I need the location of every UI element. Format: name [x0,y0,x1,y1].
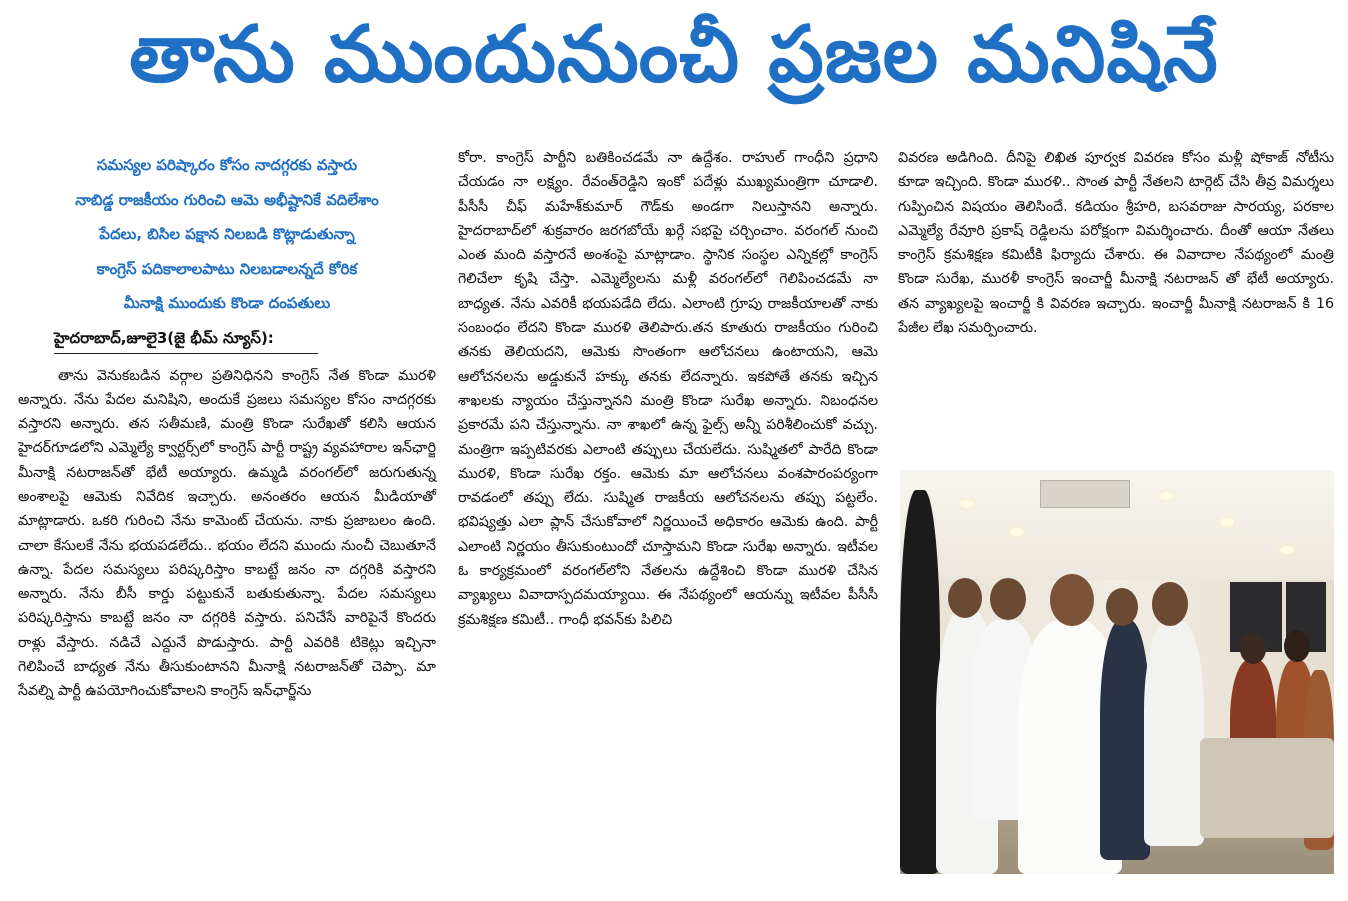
photo-person-head [1284,630,1310,662]
photo-light [960,500,974,508]
photo-person-head [1240,634,1266,664]
photo-ac-vent [1040,480,1130,508]
photo-light [1220,518,1234,526]
article-body-col1: తాను వెనుకబడిన వర్గాల ప్రతినిధినని కాంగ్రెస్ నేత కొండా మురళి అన్నారు. నేను పేదల మనిషిని, అందుకే ప్రజలు సమస్యల కోసం నాదగ్గరకు వస్తారని అన్నారు. తన సతీమణి, మంత్రి కొండా సురేఖతో కలిసి ఆయన హైదర్‌గూడలోని ఎమ్మెల్యే క్వార్టర్స్‌లో కాంగ్రెస్ పార్టీ రాష్ట్ర వ్యవహారాల ఇన్‌ఛార్జి మీనాక్షి నటరాజన్‌తో భేటీ అయ్యారు. ఉమ్మడి వరంగల్‌లో జరుగుతున్న అంశాలపై ఆమెకు నివేదిక ఇచ్చారు. అనంతరం ఆయన మీడియాతో మాట్లాడారు. ఒకరి గురించి నేను కామెంట్ చేయను. నాకు ప్రజాబలం ఉంది. చాలా కేసులకే నేను భయపడలేదు.. భయం లేదని ముందు నుంచీ చెబుతూనే ఉన్నా. పేదల సమస్యలు పరిష్కరిస్తాం కాబట్టే జనం నా దగ్గరికి వస్తారని అన్నారు. నేను బీసీ కార్డు పట్టుకునే బతుకుతున్నా. పేదల సమస్యలు పరిష్కరిస్తాను కాబట్టే జనం నా దగ్గరికి వస్తారు. పనిచేసే వారిపైనే కొందరు రాళ్లు వేస్తారు. నడిచే ఎద్దునే పొడుస్తారు. పార్టీ ఎవరికి టికెట్లు ఇచ్చినా గెలిపించే బాధ్యత నేను తీసుకుంటానని మీనాక్షి నటరాజన్‌తో చెప్పా. మా సేవల్ని పార్టీ ఉపయోగించుకోవాలని కాంగ్రెస్ ఇన్‌ఛార్జ్‌ను [18,367,436,700]
photo-person-head [1106,588,1138,626]
photo-person-head [948,578,982,618]
deck-line-3: పేదలు, బిసిల పక్షాన నిలబడి కొట్లాడుతున్నా [99,225,355,243]
photo-person [1100,620,1150,860]
news-photo [900,470,1334,874]
photo-person [1144,620,1204,846]
column-3 [898,148,1334,340]
headline: తాను ముందునుంచీ ప్రజల మనిషినే [129,9,1219,100]
photo-person-head [990,578,1026,620]
photo-light [1010,528,1024,536]
dateline-rule [54,353,318,354]
column-1 [18,148,436,704]
deck-line-5: మీనాక్షి ముందుకు కొండా దంపతులు [123,294,331,312]
photo-chairs [1200,738,1334,838]
article-body-col2: కోరా. కాంగ్రెస్ పార్టీని బతికించడమే నా ఉద్దేశం. రాహుల్ గాంధీని ప్రధాని చేయడం నా లక్ష్యం. రేవంత్‌రెడ్డిని ఇంకో పదేళ్లు ముఖ్యమంత్రిగా చూడాలి. పీసీసీ చీఫ్ మహేశ్‌కుమార్ గౌడ్‌కు అండగా నిలుస్తానని అన్నారు. హైదరాబాద్‌లో శుక్రవారం జరగబోయే ఖర్గే సభపై చర్చించాం. వరంగల్ నుంచి ఎంత మంది వస్తారనే అంశంపై మాట్లాడాం. స్థానిక సంస్థల ఎన్నికల్లో కాంగ్రెస్ గెలిచేలా కృషి చేస్తా. ఎమ్మెల్యేలను మళ్లీ వరంగల్‌లో గెలిపించడమే నా బాధ్యత. నేను ఎవరికీ భయపడేది లేదు. ఎలాంటి గ్రూపు రాజకీయాలతో నాకు సంబంధం లేదని కొండా మురళి తెలిపారు.తన కూతురు రాజకీయం గురించి తనకు తెలియదని, ఆమెకు సొంతంగా ఆలోచనలు ఉంటాయని, ఆమె ఆలోచనలను అడ్డుకునే హక్కు తనకు లేదన్నారు. ఇకపోతే తనకు ఇచ్చిన శాఖలకు న్యాయం చేస్తున్నానని మంత్రి కొండా సురేఖ అన్నారు. నిబంధనల ప్రకారమే పని చేస్తున్నాను. నా శాఖలో ఉన్న ఫైల్స్ అన్నీ పరిశీలించుకో వచ్చు. మంత్రిగా ఇప్పటివరకు ఎలాంటి తప్పులు చేయలేదు. సుష్మితలో పారేది కొండా మురళి, కొండా సురేఖ రక్తం. ఆమెకు మా ఆలోచనలు వంశపారంపర్యంగా రావడంలో తప్పు లేదు. సుష్మిత రాజకీయ ఆలోచనలను తప్పు పట్టలేం. భవిష్యత్తు ఎలా ప్లాన్ చేసుకోవాలో నిర్ణయించే అధికారం ఆమెకు ఉంది. పార్టీ ఎలాంటి నిర్ణయం తీసుకుంటుందో చూస్తామని కొండా సురేఖ అన్నారు. ఇటీవల ఓ కార్యక్రమంలో వరంగల్‌లోని నేతలను ఉద్దేశించి కొండా మురళి చేసిన వ్యాఖ్యలు వివాదాస్పదమయ్యాయి. ఈ నేపథ్యంలో ఆయన్ను ఇటీవల పీసీసీ క్రమశిక్షణ కమిటీ.. గాంధీ భవన్‌కు పిలిచి [458,150,878,628]
dateline: హైదరాబాద్,జూలై3(జై భీమ్ న్యూస్): [54,328,274,347]
photo-person-head [1050,574,1094,626]
photo-person-head [1152,582,1188,626]
deck-line-2: నాబిడ్డ రాజకీయం గురించి ఆమె అభీష్టానికే వదిలేశాం [75,190,379,209]
column-2 [458,148,878,632]
article-body-col3: వివరణ అడిగింది. దీనిపై లిఖిత పూర్వక వివరణ కోసం మళ్లీ షోకాజ్ నోటీసు కూడా ఇచ్చింది. కొండా మురళి.. సొంత పార్టీ నేతలని టార్గెట్ చేసి తీవ్ర విమర్శలు గుప్పించిన విషయం తెలిసిందే. కడియం శ్రీహరి, బసవరాజు సారయ్య, పరకాల ఎమ్మెల్యే రేవూరి ప్రకాష్ రెడ్డిలను పరోక్షంగా విమర్శించారు. దీంతో ఆయా నేతలు కాంగ్రెస్ క్రమశిక్షణ కమిటీకి ఫిర్యాదు చేశారు. ఈ వివాదాల నేపథ్యంలో మంత్రి కొండా సురేఖ, మురళీ కాంగ్రెస్ ఇంచార్జీ మీనాక్షి నటరాజన్ తో భేటీ అయ్యారు. తన వ్యాఖ్యలపై ఇంచార్జీ కి వివరణ ఇచ్చారు. ఇంచార్జీ మీనాక్షి నటరాజన్ కి 16 పేజీల లేఖ సమర్పించారు. [898,150,1334,337]
photo-person [900,490,940,874]
deck-line-1: సమస్యల పరిష్కారం కోసం నాదగ్గరకు వస్తారు [96,156,358,174]
deck-line-4: కాంగ్రెస్ పదికాలాలపాటు నిలబడాలన్నదే కోరిక [96,259,358,278]
photo-light [1160,492,1174,500]
photo-light [1280,546,1294,554]
